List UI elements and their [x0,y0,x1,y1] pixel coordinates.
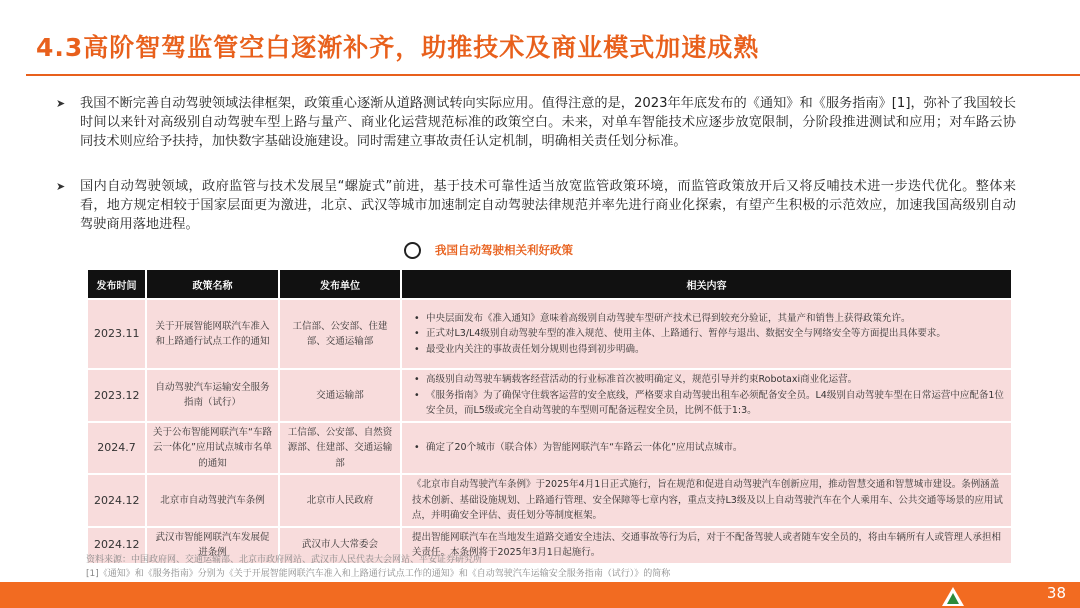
title-divider [26,74,1080,76]
source-notes [86,553,670,581]
content-point: • 《服务指南》为了确保守住载客运营的安全底线，严格要求自动驾驶出租车必须配备安全员。L4级别自动驾驶车型在日常运营中应配备1位安全员，而L5级或完全自动驾驶的车型则可配备远程安全员，比例不低于1:3。 [412,388,1005,419]
content-point: • 高级别自动驾驶车辆载客经营活动的行业标准首次被明确定义，规范引导并约束Robotaxi商业化运营。 [412,372,1005,388]
cell-time: 2024.12 [88,528,145,563]
source-line: 资料来源：中国政府网、交通运输部、北京市政府网站、武汉市人民代表大会网站、平安证券研究所 [86,555,483,565]
cell-content [402,300,1011,368]
policy-table [86,268,1013,565]
page-title: 4.3高阶智驾监管空白逐渐补齐，助推技术及商业模式加速成熟 [36,33,760,62]
bullet-paragraph-1 [56,95,1016,151]
cell-issuer: 交通运输部 [280,370,400,421]
table-row [88,423,1011,474]
cell-issuer: 工信部、公安部、自然资源部、住建部、交通运输部 [280,423,400,474]
cell-content [402,370,1011,421]
table-row [88,370,1011,421]
footer-bar [0,582,1080,608]
cell-time: 2024.12 [88,475,145,526]
cell-issuer: 北京市人民政府 [280,475,400,526]
content-point: • 确定了20个城市（联合体）为智能网联汽车“车路云一体化”应用试点城市。 [412,440,1005,456]
cell-policy-name: 北京市自动驾驶汽车条例 [147,475,278,526]
content-point: • 正式对L3/L4级别自动驾驶车型的准入规范、使用主体、上路通行、暂停与退出、数据安全与网络安全等方面提出具体要求。 [412,326,1005,342]
cell-issuer: 武汉市人大常委会 [280,528,400,563]
cell-time: 2023.12 [88,370,145,421]
page-number: 38 [1046,584,1066,602]
table-header-row [88,270,1011,298]
cell-policy-name: 关于公布智能网联汽车“车路云一体化”应用试点城市名单的通知 [147,423,278,474]
bullet-text: 国内自动驾驶领域，政府监管与技术发展呈“螺旋式”前进，基于技术可靠性适当放宽监管政策环境，而监管政策放开后又将反哺技术进一步迭代优化。整体来看，地方规定相较于国家层面更为激进，北京、武汉等城市加速制定自动驾驶法律规范并率先进行商业化探索，有望产生积极的示范效应，加速我国高级别自动驾驶商用落地进程。 [80,179,1016,232]
cell-content [402,423,1011,474]
content-point: • 最受业内关注的事故责任划分规则也得到初步明确。 [412,342,1005,358]
column-header-time: 发布时间 [88,270,145,298]
bullet-text: 我国不断完善自动驾驶领域法律框架，政策重心逐渐从道路测试转向实际应用。值得注意的是，2023年年底发布的《通知》和《服务指南》[1]，弥补了我国较长时间以来针对高级别自动驾驶车型上路与量产、商业化运营规范标准的政策空白。未来，对单车智能技术应逐步放宽限制，分阶段推进测试和应用；对车路云协同技术则应给予扶持，加快数字基础设施建设。同时需建立事故责任认定机制，明确相关责任划分标准。 [80,96,1016,149]
column-header-issuer: 发布单位 [280,270,400,298]
cell-time: 2024.7 [88,423,145,474]
cell-time: 2023.11 [88,300,145,368]
cell-content: 提出智能网联汽车在当地发生道路交通安全违法、交通事故等行为后，对于不配备驾驶人或者随车安全员的，将由车辆所有人或管理人承担相关责任。本条例将于2025年3月1日起施行。 [402,528,1011,563]
arrow-right-icon: ➤ [56,97,66,110]
circle-icon [404,242,421,259]
logo-icon [940,585,966,608]
cell-content: 《北京市自动驾驶汽车条例》于2025年4月1日正式施行，旨在规范和促进自动驾驶汽车创新应用，推动智慧交通和智慧城市建设。条例涵盖技术创新、基础设施规划、上路通行管理、安全保障等七章内容，重点支持L3级及以上自动驾驶汽车在个人乘用车、公共交通等场景的应用试点，并明确安全评估、责任划分等制度框架。 [402,475,1011,526]
footnote-line: [1]《通知》和《服务指南》分别为《关于开展智能网联汽车准入和上路通行试点工作的通知》和《自动驾驶汽车运输安全服务指南（试行）》的简称 [86,569,671,579]
table-row [88,300,1011,368]
table-title: 我国自动驾驶相关利好政策 [435,243,573,257]
cell-policy-name: 武汉市智能网联汽车发展促进条例 [147,528,278,563]
arrow-right-icon: ➤ [56,180,66,193]
table-row [88,475,1011,526]
content-point: • 中央层面发布《准入通知》意味着高级别自动驾驶车型研产技术已得到较充分验证，其量产和销售上获得政策允许。 [412,311,1005,327]
column-header-content: 相关内容 [402,270,1011,298]
cell-policy-name: 关于开展智能网联汽车准入和上路通行试点工作的通知 [147,300,278,368]
cell-policy-name: 自动驾驶汽车运输安全服务指南（试行） [147,370,278,421]
bullet-paragraph-2 [56,178,1016,234]
table-caption [404,240,573,260]
cell-issuer: 工信部、公安部、住建部、交通运输部 [280,300,400,368]
column-header-policy-name: 政策名称 [147,270,278,298]
